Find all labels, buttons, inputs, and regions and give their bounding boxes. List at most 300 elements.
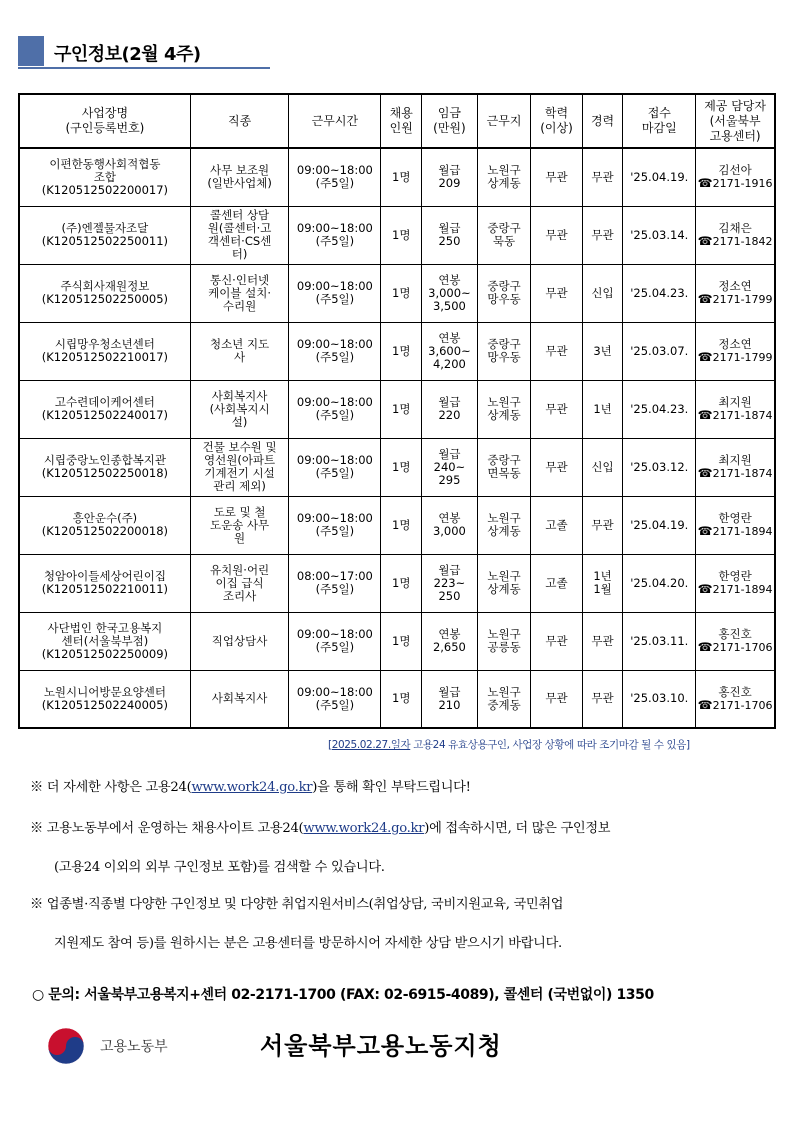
staff-phone	[697, 583, 773, 596]
count-cell: 1명	[381, 612, 422, 670]
work-hours: 09:00~18:00	[296, 163, 373, 178]
work-location: 상계동	[487, 176, 521, 191]
education-cell: 고졸	[531, 496, 582, 554]
phone-number: 2171-1706	[712, 698, 773, 712]
phone-number: 2171-1799	[712, 351, 773, 364]
education-cell: 무관	[531, 438, 582, 496]
registration-number: (K120512502240005)	[41, 697, 169, 712]
job-title: 기계전기 시설	[204, 466, 275, 480]
hours-cell	[289, 380, 381, 438]
job-title: 조리사	[222, 588, 257, 603]
phone-icon: ☎	[697, 408, 713, 422]
staff-phone	[697, 467, 773, 480]
phone-number: 2171-1706	[712, 641, 773, 654]
wage: 4,200	[432, 356, 466, 371]
work-hours: (주5일)	[315, 292, 355, 306]
job-cell	[190, 380, 289, 438]
job-title: 유치원·어린	[209, 562, 270, 577]
count-cell: 1명	[381, 322, 422, 380]
phone-number: 2171-1894	[712, 583, 773, 596]
column-header-text: 경력	[590, 113, 615, 128]
count-cell: 1명	[381, 380, 422, 438]
wage-cell	[422, 438, 478, 496]
career: 무관	[591, 691, 614, 706]
column-header	[582, 94, 623, 148]
job-title: 도운송 사무	[209, 517, 270, 532]
company-name: 조합	[93, 169, 117, 184]
career-cell	[582, 264, 623, 322]
table-row	[19, 380, 775, 438]
wage: 250	[438, 588, 461, 603]
contact-info: ○ 문의: 서울북부고용복지+센터 02-2171-1700 (FAX: 02-6915-4089), 콜센터 (국번없이) 1350	[32, 987, 654, 1003]
job-title: 콜센터 상담	[209, 208, 270, 222]
column-header	[623, 94, 696, 148]
column-header	[289, 94, 381, 148]
work-hours: 09:00~18:00	[296, 337, 373, 351]
work-location: 상계동	[487, 524, 521, 538]
hours-cell	[289, 438, 381, 496]
work-location: 상계동	[487, 408, 521, 422]
staff-phone	[697, 235, 773, 248]
work-hours: (주5일)	[315, 582, 355, 596]
staff-phone	[697, 177, 773, 190]
phone-number: 2171-1894	[712, 525, 773, 538]
work-hours: (주5일)	[315, 176, 355, 191]
column-header	[422, 94, 478, 148]
career: 무관	[591, 227, 614, 242]
education-cell: 무관	[531, 206, 582, 264]
career: 1년	[593, 401, 612, 416]
job-cell	[190, 496, 289, 554]
company-name: 흥안운수(주)	[72, 511, 138, 525]
company-cell	[19, 206, 190, 264]
work-hours: (주5일)	[315, 234, 355, 248]
work-location: 상계동	[487, 582, 521, 596]
hours-cell	[289, 206, 381, 264]
column-header-text: 마감일	[641, 121, 677, 135]
career: 3년	[593, 343, 612, 358]
company-name: 센터(서울북부점)	[61, 633, 149, 648]
phone-number: 2171-1916	[712, 177, 773, 191]
staff-phone	[697, 409, 773, 422]
registration-number: (K120512502250018)	[41, 466, 169, 480]
job-title: 사무 보조원	[209, 163, 270, 178]
place-cell	[477, 438, 531, 496]
info-paragraph-3-cont: 지원제도 참여 등)를 원하시는 분은 고용센터를 방문하시어 자세한 상담 받으시기 바랍니다.	[54, 936, 562, 951]
count-cell: 1명	[381, 148, 422, 206]
table-row	[19, 322, 775, 380]
work-location: 중랑구	[487, 279, 521, 293]
column-header-text: 인원	[389, 121, 413, 135]
deadline-cell: '25.04.23.	[623, 264, 696, 322]
education-cell: 무관	[531, 322, 582, 380]
job-title: 원(콜센터·고	[207, 221, 272, 235]
count-cell: 1명	[381, 438, 422, 496]
wage: 월급	[438, 221, 461, 235]
job-cell	[190, 438, 289, 496]
job-cell	[190, 554, 289, 612]
place-cell	[477, 670, 531, 728]
career-cell	[582, 322, 623, 380]
career: 신입	[591, 285, 614, 300]
staff-cell	[696, 264, 775, 322]
section-title-block	[18, 36, 270, 68]
career-cell	[582, 670, 623, 728]
info-paragraph-2	[30, 817, 610, 836]
column-header-text: 근무지	[486, 113, 522, 128]
job-listings-table	[18, 93, 776, 729]
phone-number: 2171-1874	[712, 409, 773, 422]
career-cell	[582, 496, 623, 554]
company-cell	[19, 380, 190, 438]
education-cell: 무관	[531, 148, 582, 206]
wage: 209	[438, 176, 461, 191]
wage: 연봉	[438, 511, 461, 525]
phone-number: 2171-1799	[712, 293, 773, 306]
column-header-text: (구인등록번호)	[65, 121, 145, 135]
job-title: 객센터·CS센	[207, 234, 272, 248]
table-footnote: [2025.02.27.일자 고용24 유효상용구인, 사업장 상황에 따라 조기마감 될 수 있음]	[328, 739, 690, 751]
column-header-text: 사업장명	[81, 106, 129, 120]
wage: 3,000~	[428, 285, 471, 300]
job-title: 수리원	[222, 298, 257, 313]
count-cell: 1명	[381, 496, 422, 554]
title-underline	[18, 67, 270, 69]
work-hours: 09:00~18:00	[296, 395, 373, 409]
staff-cell	[696, 612, 775, 670]
work-location: 노원구	[487, 395, 521, 409]
phone-icon: ☎	[697, 697, 713, 712]
staff-name: 최지원	[718, 453, 752, 467]
company-name: 주식회사재원정보	[60, 279, 150, 293]
table-row	[19, 206, 775, 264]
wage: 220	[438, 408, 461, 422]
wage: 240~	[433, 459, 466, 474]
work-hours: 09:00~18:00	[296, 221, 373, 235]
career-cell	[582, 380, 623, 438]
phone-icon: ☎	[697, 234, 713, 248]
work-location: 노원구	[487, 684, 521, 699]
job-title: 설)	[231, 414, 248, 429]
work-location: 망우동	[487, 292, 521, 306]
wage: 2,650	[432, 640, 466, 654]
work24-link-2[interactable]: www.work24.go.kr	[303, 821, 425, 836]
p2-text-end: )에 접속하시면, 더 많은 구인정보	[424, 821, 611, 836]
staff-name: 홍진호	[718, 684, 752, 699]
wage-cell	[422, 554, 478, 612]
work-hours: 09:00~18:00	[296, 684, 373, 699]
column-header-text: 근무시간	[311, 113, 359, 128]
wage: 연봉	[438, 627, 461, 641]
staff-name: 김선아	[718, 163, 752, 178]
staff-name: 한영란	[718, 569, 752, 583]
company-name: 시립중랑노인종합복지관	[43, 453, 167, 467]
wage-cell	[422, 206, 478, 264]
deadline-cell: '25.03.14.	[623, 206, 696, 264]
work-hours: (주5일)	[315, 640, 355, 654]
company-cell	[19, 496, 190, 554]
deadline-cell: '25.03.11.	[623, 612, 696, 670]
deadline-cell: '25.03.07.	[623, 322, 696, 380]
staff-cell	[696, 148, 775, 206]
place-cell	[477, 554, 531, 612]
job-title: 직업상담사	[211, 633, 268, 648]
place-cell	[477, 496, 531, 554]
registration-number: (K120512502210011)	[41, 582, 169, 596]
office-name: 서울북부고용노동지청	[260, 1032, 502, 1060]
company-cell	[19, 322, 190, 380]
deadline-cell: '25.04.19.	[623, 496, 696, 554]
column-header-text: (만원)	[433, 121, 466, 135]
job-title: 청소년 지도	[209, 337, 270, 351]
title-accent-bar	[18, 36, 44, 66]
company-name: 고수련데이케어센터	[54, 395, 155, 409]
career-cell	[582, 206, 623, 264]
career-cell	[582, 612, 623, 670]
work-hours: 09:00~18:00	[296, 511, 373, 525]
company-cell	[19, 264, 190, 322]
career-cell	[582, 554, 623, 612]
staff-phone	[697, 293, 773, 306]
job-cell	[190, 206, 289, 264]
career-cell	[582, 438, 623, 496]
phone-icon: ☎	[697, 640, 713, 654]
job-title: 건물 보수원 및	[202, 440, 277, 454]
staff-phone	[697, 699, 773, 712]
phone-icon: ☎	[697, 176, 713, 191]
count-cell: 1명	[381, 670, 422, 728]
column-header	[381, 94, 422, 148]
job-cell	[190, 670, 289, 728]
info-paragraph-2-cont: (고용24 이외의 외부 구인정보 포함)를 검색할 수 있습니다.	[54, 860, 385, 875]
job-cell	[190, 264, 289, 322]
table-row	[19, 148, 775, 206]
column-header	[477, 94, 531, 148]
work-hours: (주5일)	[315, 350, 355, 364]
deadline-cell: '25.04.19.	[623, 148, 696, 206]
column-header-text: 제공 담당자	[704, 98, 766, 113]
registration-number: (K120512502200017)	[41, 182, 169, 197]
hours-cell	[289, 496, 381, 554]
phone-icon: ☎	[697, 350, 713, 364]
staff-cell	[696, 322, 775, 380]
place-cell	[477, 148, 531, 206]
staff-cell	[696, 438, 775, 496]
staff-cell	[696, 380, 775, 438]
company-cell	[19, 554, 190, 612]
page-title: 구인정보(2월 4주)	[54, 44, 201, 65]
work-location: 노원구	[487, 163, 521, 178]
wage: 295	[438, 472, 461, 487]
staff-name: 정소연	[718, 279, 752, 293]
staff-name: 홍진호	[718, 627, 752, 641]
column-header-text: (서울북부	[709, 113, 761, 128]
hours-cell	[289, 670, 381, 728]
column-header-text: 접수	[647, 106, 671, 120]
work-location: 중랑구	[487, 221, 521, 235]
hours-cell	[289, 322, 381, 380]
job-cell	[190, 612, 289, 670]
info-paragraph-3: ※ 업종별·직종별 다양한 구인정보 및 다양한 취업지원서비스(취업상담, 국비지원교육, 국민취업	[30, 897, 564, 912]
education-cell: 무관	[531, 612, 582, 670]
wage-cell	[422, 380, 478, 438]
education-cell: 무관	[531, 670, 582, 728]
job-title: 관리 제외)	[213, 479, 266, 493]
staff-name: 최지원	[718, 395, 752, 409]
staff-phone	[697, 351, 773, 364]
staff-name: 김채은	[718, 221, 752, 235]
education-cell: 무관	[531, 264, 582, 322]
column-header-text: 임금	[437, 106, 462, 120]
p1-text-end: )을 통해 확인 부탁드립니다!	[312, 780, 471, 795]
job-title: 원	[234, 530, 246, 545]
career: 무관	[591, 633, 614, 648]
column-header-text: (이상)	[540, 121, 573, 135]
registration-number: (K120512502240017)	[41, 408, 169, 422]
phone-number: 2171-1842	[712, 235, 773, 248]
work-hours: 09:00~18:00	[296, 453, 373, 467]
wage-cell	[422, 264, 478, 322]
job-title: 도로 및 철	[213, 504, 266, 519]
wage: 210	[438, 697, 461, 712]
work-hours: 09:00~18:00	[296, 279, 373, 293]
job-title: 터)	[231, 247, 248, 261]
wage: 월급	[438, 684, 461, 699]
work-location: 노원구	[487, 511, 521, 525]
company-name: 청암아이들세상어린이집	[43, 569, 167, 583]
company-name: 사단법인 한국고용복지	[47, 620, 163, 635]
phone-number: 2171-1874	[712, 467, 773, 480]
column-header-text: 채용	[389, 106, 413, 120]
job-title: 사회복지사	[211, 388, 268, 403]
p2-text: ※ 고용노동부에서 운영하는 채용사이트 고용24(	[30, 821, 304, 836]
column-header	[696, 94, 775, 148]
wage-cell	[422, 322, 478, 380]
work-location: 망우동	[487, 350, 521, 364]
work24-link[interactable]: www.work24.go.kr	[191, 780, 313, 795]
count-cell: 1명	[381, 206, 422, 264]
place-cell	[477, 612, 531, 670]
career: 무관	[591, 169, 614, 184]
table-row	[19, 554, 775, 612]
ministry-name: 고용노동부	[100, 1039, 168, 1055]
work-location: 중랑구	[487, 337, 521, 351]
company-cell	[19, 612, 190, 670]
company-name: 시립망우청소년센터	[54, 337, 155, 351]
place-cell	[477, 380, 531, 438]
registration-number: (K120512502200018)	[41, 524, 169, 538]
work-location: 공릉동	[487, 640, 521, 654]
career: 1월	[593, 582, 612, 596]
career: 무관	[591, 517, 614, 532]
table-row	[19, 670, 775, 728]
company-name: 노원시니어방문요양센터	[43, 684, 167, 699]
work-location: 중랑구	[487, 453, 521, 467]
deadline-cell: '25.03.12.	[623, 438, 696, 496]
job-title: 통신·인터넷	[209, 272, 270, 287]
wage: 3,000	[432, 524, 466, 538]
footnote-date: 2025.02.27.일자	[331, 739, 411, 751]
job-title: 이집 급식	[215, 575, 264, 590]
work-location: 노원구	[487, 627, 521, 641]
wage: 월급	[438, 446, 461, 461]
wage: 연봉	[438, 330, 461, 345]
wage-cell	[422, 148, 478, 206]
deadline-cell: '25.04.23.	[623, 380, 696, 438]
table-row	[19, 612, 775, 670]
job-cell	[190, 322, 289, 380]
work-location: 노원구	[487, 569, 521, 583]
staff-phone	[697, 641, 773, 654]
job-title: 케이블 설치·	[208, 285, 271, 300]
table-row	[19, 496, 775, 554]
job-title: (일반사업체)	[207, 176, 272, 191]
hours-cell	[289, 612, 381, 670]
registration-number: (K120512502250009)	[41, 646, 169, 661]
career: 신입	[591, 459, 614, 474]
company-cell	[19, 148, 190, 206]
registration-number: (K120512502250005)	[41, 292, 169, 306]
table-header-row	[19, 94, 775, 148]
hours-cell	[289, 264, 381, 322]
work-hours: (주5일)	[315, 697, 355, 712]
wage: 250	[438, 234, 461, 248]
info-paragraph-1	[30, 776, 471, 795]
registration-number: (K120512502250011)	[41, 234, 169, 248]
job-title: 사	[234, 350, 246, 364]
staff-cell	[696, 554, 775, 612]
staff-cell	[696, 206, 775, 264]
work-location: 묵동	[492, 234, 516, 248]
hours-cell	[289, 554, 381, 612]
job-title: 사회복지사	[211, 691, 268, 706]
column-header	[19, 94, 190, 148]
wage-cell	[422, 496, 478, 554]
staff-name: 정소연	[718, 337, 752, 351]
wage: 3,500	[432, 298, 466, 313]
work-hours: 08:00~17:00	[296, 569, 373, 583]
wage: 월급	[438, 562, 461, 577]
count-cell: 1명	[381, 554, 422, 612]
place-cell	[477, 206, 531, 264]
phone-icon: ☎	[697, 466, 713, 480]
footnote-text: 고용24 유효상용구인, 사업장 상황에 따라 조기마감 될 수 있음	[410, 739, 687, 751]
column-header-text: 고용센터)	[709, 128, 761, 143]
place-cell	[477, 322, 531, 380]
ministry-emblem-icon	[46, 1026, 86, 1066]
wage: 3,600~	[428, 343, 471, 358]
count-cell: 1명	[381, 264, 422, 322]
registration-number: (K120512502210017)	[41, 350, 169, 364]
job-cell	[190, 148, 289, 206]
staff-cell	[696, 496, 775, 554]
phone-icon: ☎	[697, 524, 713, 538]
deadline-cell: '25.03.10.	[623, 670, 696, 728]
table-row	[19, 264, 775, 322]
company-name: (주)엔젤물자조달	[61, 221, 149, 235]
education-cell: 무관	[531, 380, 582, 438]
job-title: (사회복지시	[209, 401, 270, 416]
p1-text: ※ 더 자세한 사항은 고용24(	[30, 780, 192, 795]
company-name: 이편한동행사회적협동	[49, 156, 161, 171]
staff-name: 한영란	[718, 511, 752, 525]
column-header-text: 직종	[227, 113, 252, 128]
education-cell: 고졸	[531, 554, 582, 612]
column-header	[190, 94, 289, 148]
company-cell	[19, 670, 190, 728]
wage-cell	[422, 670, 478, 728]
place-cell	[477, 264, 531, 322]
